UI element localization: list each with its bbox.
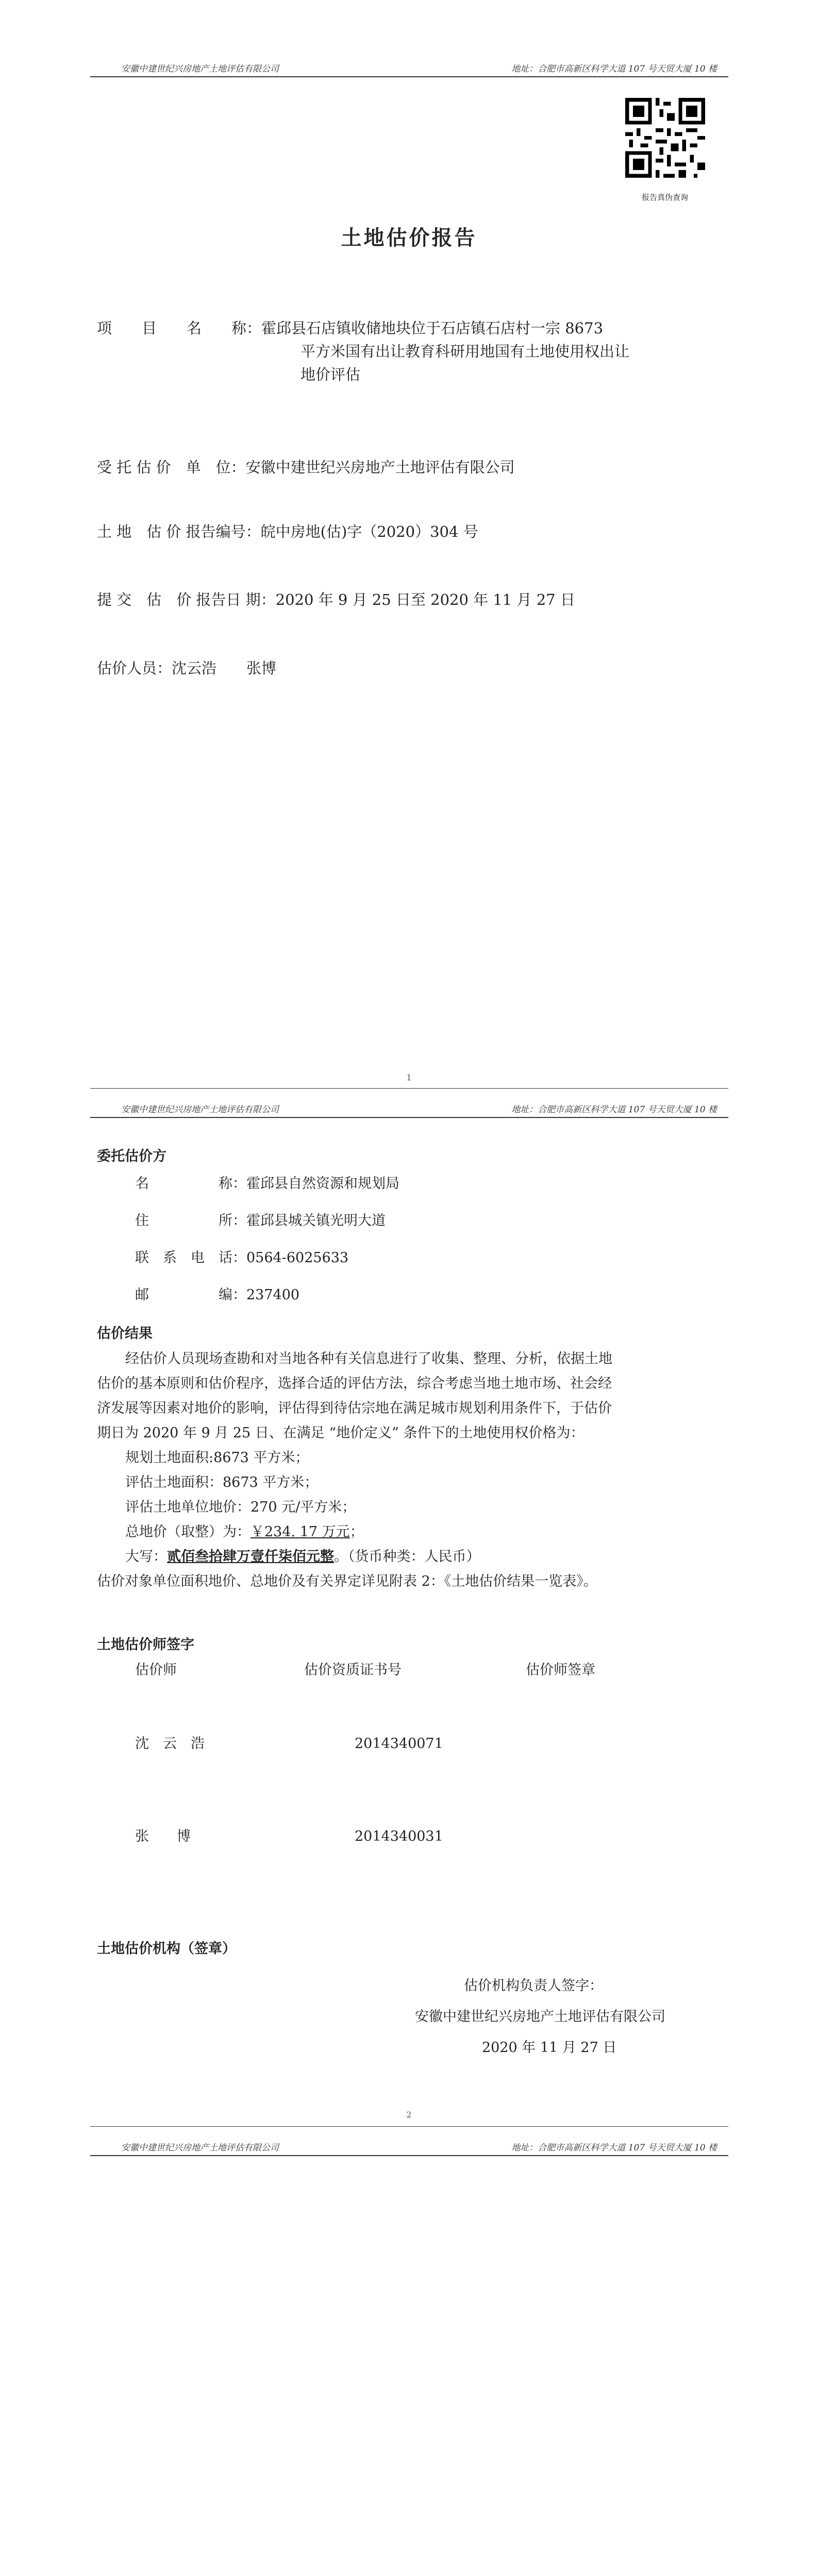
result-paragraph-line-2: 估价的基本原则和估价程序，选择合适的评估方法，综合考虑当地土地市场、社会经 — [97, 1376, 612, 1392]
header-divider — [90, 2155, 728, 2156]
header-company: 安徽中建世纪兴房地产土地评估有限公司 — [121, 2143, 279, 2153]
org-date: 2020 年 11 月 27 日 — [482, 2040, 617, 2056]
report-no-label: 土 地 估 价 报告编号： — [97, 523, 261, 540]
capital-tail: 。（货币种类：人民币） — [334, 1549, 480, 1565]
submit-date-row — [97, 588, 575, 611]
project-value-line-1: 霍邱县石店镇收储地块位于石店镇石店村一宗 8673 — [261, 319, 604, 337]
result-paragraph-line-1: 经估价人员现场查勘和对当地各种有关信息进行了收集、整理、分析，依据土地 — [125, 1351, 612, 1367]
client-phone-row — [135, 1248, 348, 1268]
project-value-line-2: 平方米国有出让教育科研用地国有土地使用权出让 — [301, 343, 630, 360]
appraiser-name-2: 张 博 — [135, 1828, 191, 1844]
header-divider — [90, 1117, 728, 1118]
result-note: 估价对象单位面积地价、总地价及有关界定详见附表 2：《土地估价结果一览表》。 — [97, 1573, 597, 1589]
header-divider-top — [90, 1088, 728, 1089]
client-name-label: 名 称： — [135, 1176, 246, 1192]
client-value: 安徽中建世纪兴房地产土地评估有限公司 — [245, 459, 515, 476]
result-paragraph-line-4: 期日为 2020 年 9 月 25 日、在满足 “地价定义” 条件下的土地使用权价格为： — [97, 1425, 585, 1441]
appraisers-row — [97, 657, 276, 680]
client-phone-label: 联 系 电 话： — [135, 1250, 246, 1266]
header-address: 地址：合肥市高新区科学大道 107 号天贸大厦 10 楼 — [511, 64, 717, 74]
appraisers-value: 沈云浩 张博 — [172, 659, 277, 677]
header-divider — [90, 76, 728, 77]
sign-col-seal: 估价师签章 — [526, 1662, 595, 1678]
assessed-area: 评估土地面积：8673 平方米； — [125, 1475, 319, 1490]
header-company: 安徽中建世纪兴房地产土地评估有限公司 — [121, 1105, 279, 1115]
client-phone-value: 0564-6025633 — [246, 1250, 349, 1266]
submit-label: 提 交 估 价 报告日 期： — [97, 591, 276, 608]
page-header — [90, 52, 728, 77]
qr-code-icon[interactable] — [625, 98, 705, 178]
sign-section-heading: 土地估价师签字 — [97, 1637, 194, 1653]
total-price-row — [125, 1522, 364, 1543]
appraiser-cert-2: 2014340031 — [355, 1828, 443, 1844]
client-name-value: 霍邱县自然资源和规划局 — [246, 1176, 399, 1192]
unit-price: 评估土地单位地价：270 元/平方米； — [125, 1499, 356, 1515]
capital-label: 大写： — [125, 1549, 167, 1565]
org-section-heading: 土地估价机构（签章） — [97, 1941, 236, 1957]
client-name-row — [135, 1174, 399, 1194]
page-number-1: 1 — [406, 1073, 412, 1082]
submit-value: 2020 年 9 月 25 日至 2020 年 11 月 27 日 — [275, 591, 575, 608]
sign-col-appraiser: 估价师 — [135, 1662, 177, 1678]
client-address-value: 霍邱县城关镇光明大道 — [246, 1213, 386, 1229]
report-no-row — [97, 520, 478, 543]
client-post-label: 邮 编： — [135, 1287, 246, 1303]
page-number-2: 2 — [406, 2110, 412, 2120]
total-price-end: ； — [349, 1524, 364, 1540]
qr-caption: 报告真伪查询 — [641, 193, 688, 202]
page-header — [90, 2125, 728, 2156]
capital-amount-row — [125, 1547, 480, 1567]
appraisers-label: 估价人员： — [97, 659, 172, 677]
appraiser-name-1: 沈 云 浩 — [135, 1736, 205, 1752]
page-header — [90, 1087, 728, 1118]
client-row — [97, 456, 515, 479]
client-post-value: 237400 — [246, 1287, 300, 1303]
header-address: 地址：合肥市高新区科学大道 107 号天贸大厦 10 楼 — [511, 1105, 717, 1115]
page-title: 土地估价报告 — [341, 226, 477, 250]
client-address-label: 住 所： — [135, 1213, 246, 1229]
header-divider-top — [90, 2126, 728, 2127]
sign-col-cert: 估价资质证书号 — [304, 1662, 402, 1678]
org-leader-signature: 估价机构负责人签字： — [464, 1978, 603, 1994]
result-paragraph-line-3: 济发展等因素对地价的影响，评估得到待估宗地在满足城市规划利用条件下，于估价 — [97, 1400, 612, 1416]
header-address: 地址：合肥市高新区科学大道 107 号天贸大厦 10 楼 — [511, 2143, 717, 2153]
total-price-label: 总地价（取整）为： — [125, 1524, 251, 1540]
project-value-line-3: 地价评估 — [301, 366, 361, 383]
appraiser-cert-1: 2014340071 — [355, 1736, 443, 1752]
planned-area: 规划土地面积:8673 平方米； — [125, 1450, 309, 1466]
org-name: 安徽中建世纪兴房地产土地评估有限公司 — [415, 2009, 665, 2025]
client-address-row — [135, 1211, 386, 1231]
client-label: 受 托 估 价 单 位： — [97, 459, 246, 476]
header-company: 安徽中建世纪兴房地产土地评估有限公司 — [121, 64, 279, 74]
result-section-heading: 估价结果 — [97, 1326, 153, 1342]
report-no-value: 皖中房地(估)字（2020）304 号 — [260, 523, 478, 540]
project-label: 项 目 名 称： — [97, 319, 262, 337]
capital-value: 贰佰叁拾肆万壹仟柒佰元整 — [167, 1549, 334, 1565]
project-name-row — [97, 317, 603, 340]
client-section-heading: 委托估价方 — [97, 1148, 166, 1164]
total-price-value: ￥234. 17 万元 — [251, 1524, 350, 1540]
client-post-row — [135, 1285, 299, 1306]
